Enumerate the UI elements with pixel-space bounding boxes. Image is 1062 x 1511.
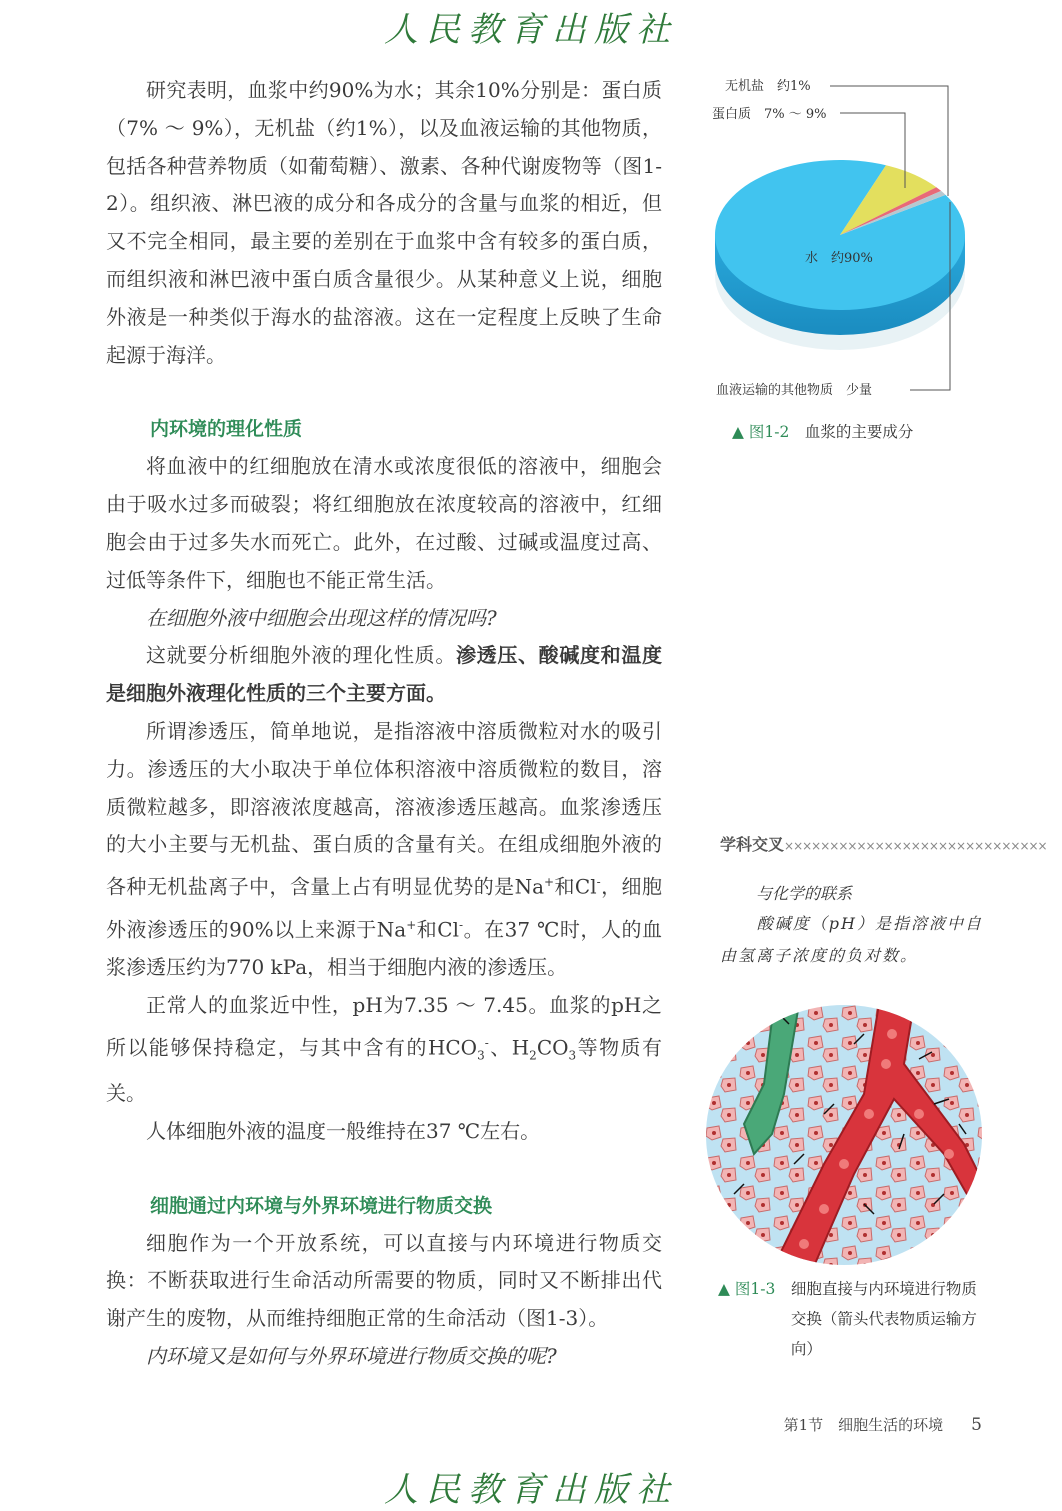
paragraph-plasma-composition: 研究表明，血浆中约90%为水；其余10%分别是：蛋白质（7% ～ 9%），无机盐（约1%），以及血液运输的其他物质，包括各种营养物质（如葡萄糖）、激素、各种代谢废物等（图1-2）。组织液、淋巴液的成分和各成分的含量与血浆的相近，但又不完全相同，最主要的差别在于血浆中含有较多的蛋白质，而组织液和淋巴液中蛋白质含量很少。从某种意义上说，细胞外液是一种类似于海水的盐溶液。这在一定程度上反映了生命起源于海洋。 xyxy=(106,78,662,367)
sidebar-subtitle: 与化学的联系 xyxy=(756,884,853,903)
sidebar-title: 学科交叉 xyxy=(720,835,785,854)
label-inorganic: 无机盐 约1% xyxy=(725,79,811,94)
cell-exchange-illustration xyxy=(704,1004,984,1266)
section-heading-exchange: 细胞通过内环境与外界环境进行物质交换 xyxy=(150,1194,493,1217)
plasma-pie-chart xyxy=(700,70,980,410)
section-label: 第1节 细胞生活的环境 xyxy=(783,1416,944,1434)
paragraph-red-cells: 将血液中的红细胞放在清水或浓度很低的溶液中，细胞会由于吸水过多而破裂；将红细胞放在浓度较高的溶液中，红细胞会由于过多失水而死亡。此外，在过酸、过碱或温度过高、过低等条件下，细胞也不能正常生活。 xyxy=(106,454,662,592)
fig12-caption: ▲ 图1-2 血浆的主要成分 xyxy=(732,423,914,441)
fig13-caption: ▲ 图1-3 细胞直接与内环境进行物质交换（箭头代表物质运输方向） xyxy=(718,1280,977,1358)
paragraph-three-aspects: 这就要分析细胞外液的理化性质。渗透压、酸碱度和温度是细胞外液理化性质的三个主要方面。 xyxy=(106,643,662,706)
paragraph-osmotic-pressure: 所谓渗透压，简单地说，是指溶液中溶质微粒对水的吸引力。渗透压的大小取决于单位体积溶液中溶质微粒的数目，溶质微粒越多，即溶液浓度越高，溶液渗透压越高。血浆渗透压的大小主要与无机盐、蛋白质的含量有关。在组成细胞外液的各种无机盐离子中，含量上占有明显优势的是Na+和Cl-，细胞外液渗透压的90%以上来源于Na+和Cl-。在37 ℃时，人的血浆渗透压约为770 kPa，相当于细胞内液的渗透压。 xyxy=(106,718,662,980)
sidebar-box xyxy=(720,832,1047,972)
question-external-exchange: 内环境又是如何与外界环境进行物质交换的呢? xyxy=(146,1344,557,1369)
label-water: 水 约90% xyxy=(805,251,873,266)
publisher-watermark-bottom: 人民教育出版社 xyxy=(384,1470,678,1510)
paragraph-ph: 正常人的血浆近中性，pH为7.35 ～ 7.45。血浆的pH之所以能够保持稳定，与其中含有的$HCO_3^-$、$H_2CO_3$等物质有关。 xyxy=(106,992,663,1106)
key-statement: 渗透压、酸碱度和温度是细胞外液理化性质的三个主要方面。 xyxy=(106,643,662,706)
publisher-watermark-top: 人民教育出版社 xyxy=(384,10,678,50)
label-protein: 蛋白质 7% ～ 9% xyxy=(712,107,827,122)
sidebar-text: 酸碱度（pH）是指溶液中自由氢离子浓度的负对数。 xyxy=(720,914,983,965)
question-extracellular: 在细胞外液中细胞会出现这样的情况吗? xyxy=(146,605,497,630)
paragraph-open-system: 细胞作为一个开放系统，可以直接与内环境进行物质交换：不断获取进行生命活动所需要的物质，同时又不断排出代谢产生的废物，从而维持细胞正常的生命活动（图1-3）。 xyxy=(106,1230,662,1331)
paragraph-temperature: 人体细胞外液的温度一般维持在37 ℃左右。 xyxy=(146,1118,541,1143)
section-heading-physicochemical: 内环境的理化性质 xyxy=(150,418,303,441)
label-other: 血液运输的其他物质 少量 xyxy=(716,383,873,398)
page-footer xyxy=(784,1414,982,1435)
main-text-column xyxy=(106,72,662,1376)
sidebar-decoration: ××××××××××××××××××××××××××××× xyxy=(784,839,1047,853)
page-number: 5 xyxy=(971,1415,982,1435)
